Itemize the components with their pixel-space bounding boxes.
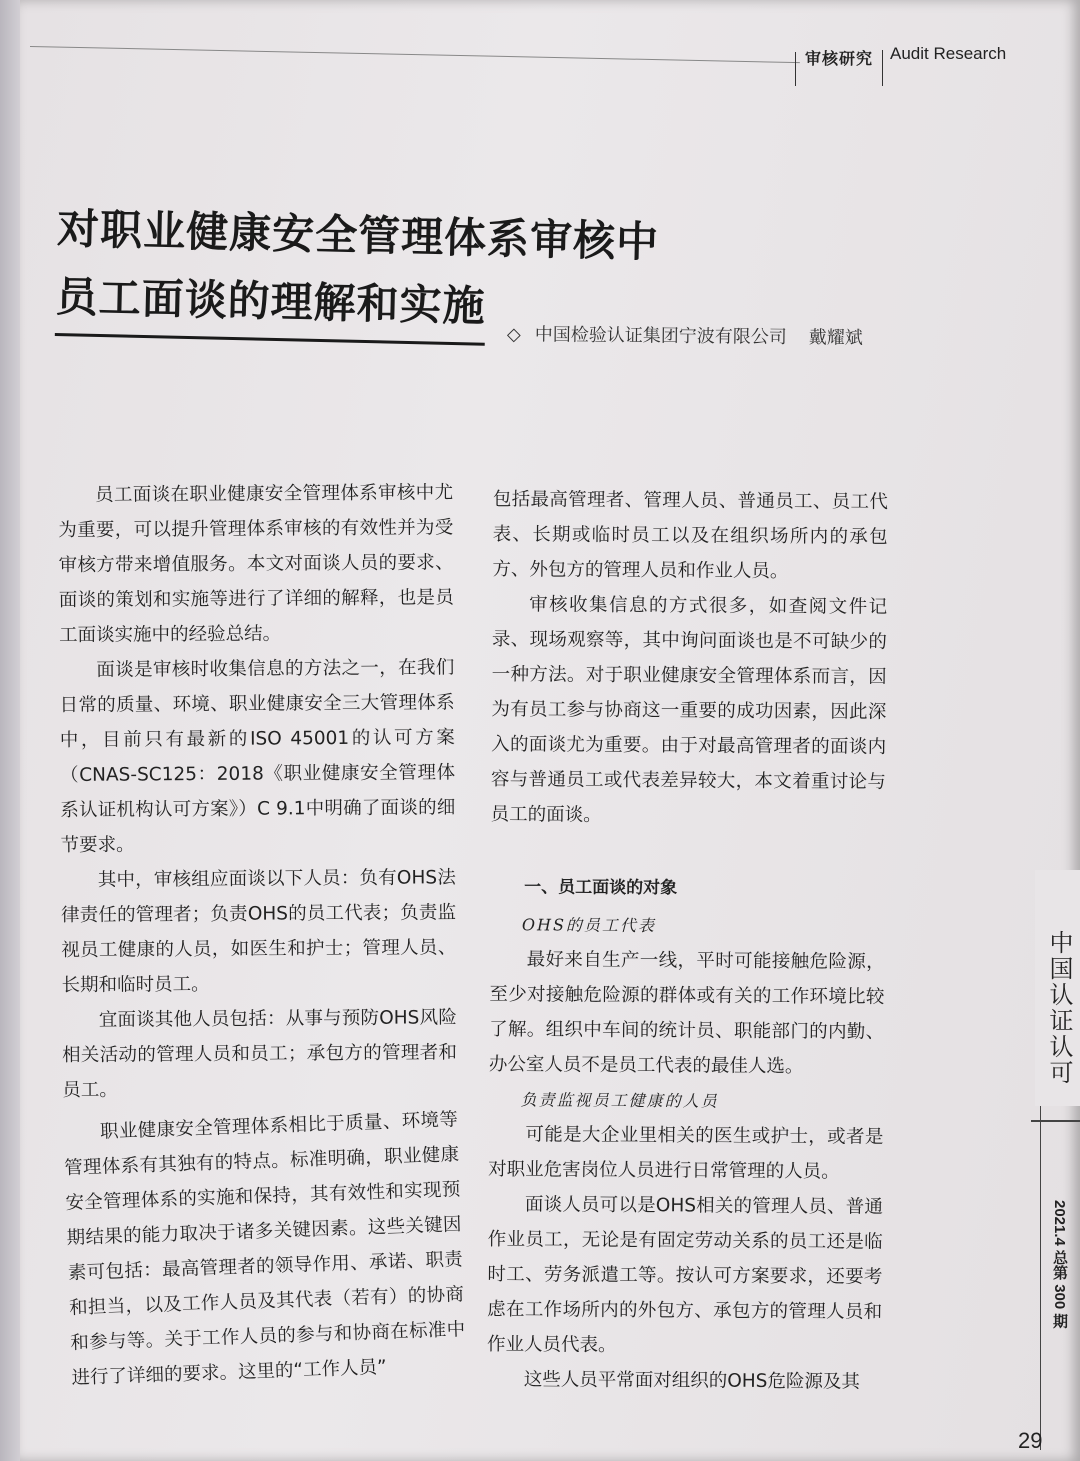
body-paragraph: 最好来自生产一线，平时可能接触危险源，至少对接触危险源的群体或有关的工作环境比较了解。组织中车间的统计员、职能部门的内勤、办公室人员不是员工代表的最佳人选。 xyxy=(488,949,885,1078)
title-line-1: 对职业健康安全管理体系审核中 xyxy=(56,203,660,267)
body-paragraph: 宜面谈其他人员包括：从事与预防OHS风险相关活动的管理人员和员工；承包方的管理者和员工。 xyxy=(61,1007,458,1101)
title-line-2: 员工面谈的理解和实施 xyxy=(55,263,487,346)
header-divider-left xyxy=(795,52,796,86)
byline xyxy=(507,320,863,350)
subsection-heading: OHS的员工代表 xyxy=(521,915,657,936)
diamond-icon: ◇ xyxy=(506,324,521,346)
abstract-paragraph: 员工面谈在职业健康安全管理体系审核中尤为重要，可以提升管理体系审核的有效性并为受审核方带来增值服务。本文对面谈人员的要求、面谈的策划和实施等进行了详细的解释，也是员工面谈实施中的经验总结。 xyxy=(58,482,454,646)
issue-info: 2021.4 总第 300 期 xyxy=(1051,1200,1068,1329)
body-paragraph: 职业健康安全管理体系相比于质量、环境等管理体系有其独有的特点。标准明确，职业健康安全管理体系的实施和保持，其有效性和实现预期结果的能力取决于诸多关键因素。这些关键因素可包括：最高管理者的领导作用、承诺、职责和担当，以及工作人员及其代表（若有）的协商和参与等。关于工作人员的参与和协商在标准中进行了详细的要求。这里的“工作人员” xyxy=(63,1109,466,1389)
body-paragraph: 审核收集信息的方式很多，如查阅文件记录、现场观察等，其中询问面谈也是不可缺少的一种方法。对于职业健康安全管理体系而言，因为有员工参与协商这一重要的成功因素，因此深入的面谈尤为重要。由于对最高管理者的面谈内容与普通员工或代表差异较大，本文着重讨论与员工的面谈。 xyxy=(490,594,888,826)
header-divider-mid xyxy=(882,50,883,86)
left-column xyxy=(58,475,466,1396)
journal-name: 中国认证认可 xyxy=(1035,870,1080,1106)
body-paragraph: 包括最高管理者、管理人员、普通员工、员工代表、长期或临时员工以及在组织场所内的承包方、外包方的管理人员和作业人员。 xyxy=(492,488,888,583)
sidebar-divider xyxy=(1031,1120,1080,1122)
body-paragraph: 面谈人员可以是OHS相关的管理人员、普通作业员工，无论是有固定劳动关系的员工还是临时工、劳务派遣工等。按认可方案要求，还要考虑在工作场所内的外包方、承包方的管理人员和作业人员代表。 xyxy=(486,1194,884,1356)
body-paragraph: 面谈是审核时收集信息的方法之一，在我们日常的质量、环境、职业健康安全三大管理体系中，目前只有最新的ISO 45001的认可方案（CNAS-SC125：2018《职业健康安全管理体系认证机构认可方案》）C 9.1中明确了面谈的细节要求。 xyxy=(59,657,456,856)
body-paragraph: 可能是大企业里相关的医生或护士，或者是对职业危害岗位人员进行日常管理的人员。 xyxy=(488,1124,884,1183)
journal-sidebar xyxy=(1040,870,1080,1450)
section-label-cn: 审核研究 xyxy=(805,49,874,68)
body-paragraph: 其中，审核组应面谈以下人员：负有OHS法律责任的管理者；负责OHS的员工代表；负责监视员工健康的人员，如医生和护士；管理人员、长期和临时员工。 xyxy=(60,867,457,996)
running-header xyxy=(795,40,1050,88)
section-heading: 一、员工面谈的对象 xyxy=(524,877,678,899)
body-paragraph: 这些人员平常面对组织的OHS危险源及其 xyxy=(523,1369,861,1393)
subsection-heading: 负责监视员工健康的人员 xyxy=(520,1090,719,1111)
page-number: 29 xyxy=(1018,1428,1043,1453)
author-name: 戴耀斌 xyxy=(808,327,863,349)
right-column xyxy=(487,482,888,1400)
section-label-en: Audit Research xyxy=(890,44,1007,63)
author-organization: 中国检验认证集团宁波有限公司 xyxy=(534,324,787,348)
